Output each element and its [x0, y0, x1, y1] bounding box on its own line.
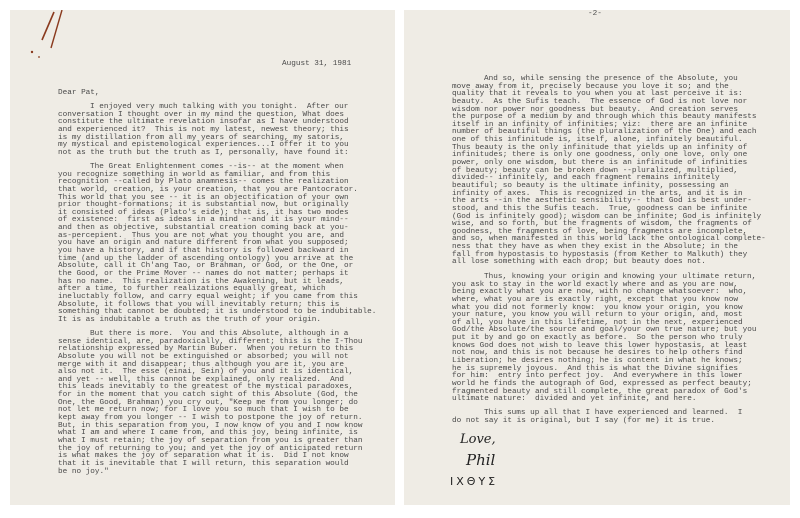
- text-line: conversation I thought over in my mind the question, What does: [58, 110, 345, 119]
- text-line: that world, creation, is your creation, that you are Pantocrator.: [58, 185, 358, 194]
- letter-page-1: [10, 10, 395, 505]
- text-line: being exactly what you are now, with no change whatsoever: who,: [452, 288, 748, 297]
- text-line: you ask to stay in the world exactly where and as you are now,: [452, 280, 739, 289]
- text-line: wisdom nor power nor goodness but beauty. And creation serves: [452, 105, 739, 114]
- ichthys-symbol: ΙΧΘΥΣ: [450, 475, 499, 488]
- text-line: beautiful; so beauty is the ultimate infinity, possessing an: [452, 181, 729, 190]
- ink-stain-marks: [10, 10, 90, 80]
- text-line: for him: entry into perfect joy. And everywhere in this lower: [452, 372, 743, 381]
- text-line: what I am and where I came from, and this joy, being infinite, is: [58, 429, 358, 438]
- salutation: Dear Pat,: [58, 89, 100, 97]
- text-line: number of beautiful things (the pluralization of the One) and each: [452, 128, 757, 137]
- text-line: infinity of axes. This is recognized in the arts, and it is in: [452, 189, 743, 198]
- text-line: ineluctably follow, and carry equal weight; if you came from this: [58, 292, 358, 301]
- text-line: God/the Absolute/the source and goal/your own true nature; but you: [452, 326, 757, 335]
- text-line: recognition --called by Plato anamnesis-- comes the realization: [58, 178, 349, 187]
- letter-date: August 31, 1981: [282, 60, 352, 68]
- signature-handwritten: Phil: [466, 451, 496, 469]
- text-line: (God is infinitely good); wisdom can be infinite; God is infinitely: [452, 212, 762, 221]
- text-line: It is as indubitable a truth as the truth of your origin.: [58, 315, 321, 324]
- text-line: be no joy.": [58, 467, 109, 476]
- text-line: merge with it and disappear; thus although you are it, you are: [58, 360, 345, 369]
- text-line: divided-- infinitely, and each fragment remains infinitely: [452, 174, 720, 183]
- text-line: that it is inevitable that I will return, this separation would: [58, 459, 349, 468]
- text-line: is what makes the joy of separation what it is. Did I not know: [58, 452, 349, 461]
- text-line: move away from it, precisely because you love it so; and the: [452, 82, 729, 91]
- text-line: and then as objective, substantial creation coming back at you-: [58, 224, 349, 233]
- text-line: all lose something with each drop; but beauty does not.: [452, 258, 706, 267]
- text-line: and yet -- well, this cannot be explained, only realized. And: [58, 375, 345, 384]
- text-line: my mystical and epistemological experiences...I offer it to you: [58, 141, 349, 150]
- text-line: is my distillation from all my years of searching, my satoris,: [58, 133, 345, 142]
- text-line: ultimate nature: divided and yet infinite, and here.: [452, 395, 697, 404]
- text-line: the purpose of a medium by and through which this beauty manifests: [452, 113, 757, 122]
- text-line: for in the moment that you catch sight of this Absolute (God, the: [58, 391, 358, 400]
- text-line: itself in an infinity of infinities; viz: there are an infinite: [452, 120, 748, 129]
- text-line: and so, when manifested in this world lack the ontological complete-: [452, 235, 766, 244]
- text-line: And so, while sensing the presence of the Absolute, you: [484, 75, 738, 83]
- text-line: your nature, you know you will return to your origin, and, most: [452, 311, 743, 320]
- text-line: power, only one wisdom, but there is an infinitude of infinities: [452, 159, 748, 168]
- text-line: not let me return now; for I love you so much that I wish to be: [58, 406, 349, 415]
- text-line: the joy of returning to you; and yet the joy of anticipated return: [58, 444, 363, 453]
- text-line: goodness, the fragments of love, being fragments are incomplete,: [452, 227, 748, 236]
- page-number: -2-: [588, 10, 602, 18]
- text-line: what I must retain; the joy of separation from you is greater than: [58, 436, 363, 445]
- text-line: you recognize something in world as familiar, and from this: [58, 170, 331, 179]
- text-line: beauty. As the Sufis teach. The essence of God is not love nor: [452, 97, 748, 106]
- text-line: world he finds the autograph of God, expressed as perfect beauty;: [452, 379, 752, 388]
- paragraph: [58, 104, 349, 157]
- text-line: do not say it is original, but I say (for me) it is true.: [452, 416, 715, 425]
- text-line: the arts --in the aesthetic sensibility-- that God is best under-: [452, 197, 752, 206]
- text-line: infinitudes; there is only one goodness, only one love, only one: [452, 151, 748, 160]
- text-line: of all, you have in this lifetime, not in the next, experienced: [452, 318, 743, 327]
- text-line: This sums up all that I have experienced and learned. I: [484, 409, 743, 417]
- text-line: he is supremely joyous. And this is what the Divine signifies: [452, 364, 739, 373]
- text-line: Liberation; he desires nothing; he is content in what he knows;: [452, 357, 743, 366]
- text-line: quality that it reveals to you when you at last perceive it is:: [452, 90, 743, 99]
- paragraph: [452, 410, 742, 425]
- text-line: Absolute, it follows that you will inevitably return; this is: [58, 300, 340, 309]
- text-line: fragmented beauty and still complete, the great paradox of God's: [452, 387, 748, 396]
- text-line: something that cannot be doubted; it is understood to be indubitable.: [58, 308, 377, 317]
- text-line: sense identical, are, paradoxically, different; this is the I-Thou: [58, 337, 363, 346]
- text-line: kept away from you longer -- I wish to postpone the joy of return.: [58, 414, 363, 423]
- text-line: relationship expressed by Martin Buber. When you return to this: [58, 345, 354, 354]
- text-line: One, the Good, Brahman) you cry out, "Keep me from you longer; do: [58, 398, 358, 407]
- text-line: after a time, to further realizations equally great, which: [58, 285, 326, 294]
- text-line: and experienced it? This is not my latest, newest theory; this: [58, 125, 349, 134]
- paragraph: [58, 164, 376, 324]
- text-line: But, in this separation from you, I now know of you and I now know: [58, 421, 363, 430]
- text-line: Thus, knowing your origin and knowing your ultimate return,: [484, 273, 757, 281]
- text-line: fall from hypostasis to hypostasis (from Kether to Malkuth) they: [452, 250, 748, 259]
- text-line: of existence: first as ideas in a mind --and it is your mind--: [58, 216, 349, 225]
- text-line: Absolute, call it Ch'ang Tao, or Brahman, or God, or the One, or: [58, 262, 354, 271]
- text-line: prior thought-formations; it is substantial now, but originally: [58, 201, 349, 210]
- text-line: knows God does not wish to leave this lower hypostasis, at least: [452, 341, 748, 350]
- text-line: not as the truth but the truth as I, personally, have found it:: [58, 148, 349, 157]
- paragraph: [452, 274, 756, 404]
- text-line: one of this infinitude is, itself, alone, infinitely beautiful.: [452, 136, 743, 145]
- text-line: also not it. The esse (einai, Sein) of you and it is identical,: [58, 368, 354, 377]
- paragraph: [58, 331, 362, 476]
- text-line: what you did not formerly know: you know your origin, you know: [452, 303, 743, 312]
- text-line: But there is more. You and this Absolute, although in a: [90, 330, 349, 338]
- text-line: Thus beauty is the only infinitude that yields up an infinity of: [452, 143, 748, 152]
- text-line: time (and up the ladder of ascending ontology) you arrive at the: [58, 254, 354, 263]
- closing-handwritten: Love,: [460, 432, 496, 447]
- text-line: you have a history, and if that history is followed backward in: [58, 247, 349, 256]
- text-line: has no name. This realization is the Awakening, but it leads,: [58, 277, 345, 286]
- text-line: I enjoyed very much talking with you tonight. After our: [90, 103, 349, 111]
- paragraph: [452, 76, 766, 267]
- text-line: it consisted of ideas (Plato's eide); that is, it has two modes: [58, 208, 349, 217]
- text-line: ness that they have as when they exist in the Absolute; in the: [452, 243, 739, 252]
- text-line: the Good, or the Prime Mover -- names do not matter; perhaps it: [58, 269, 349, 278]
- text-line: put it by and go on exactly as before. So the person who truly: [452, 334, 743, 343]
- text-line: constitute the ultimate revelation insofar as I have understood: [58, 118, 349, 127]
- text-line: this leads inevitably to the greatest of the mystical paradoxes,: [58, 383, 354, 392]
- text-line: of beauty; beauty can be broken down --pluralized, multiplied,: [452, 166, 739, 175]
- text-line: as-percepient. Thus you are not what you thought you are, and: [58, 231, 345, 240]
- text-line: This world that you see -- it is an objectification of your own: [58, 193, 349, 202]
- text-line: wise, and so forth, but the fragments of wisdom, the fragments of: [452, 220, 752, 229]
- text-line: you have an origin and nature different from what you supposed;: [58, 239, 349, 248]
- text-line: The Great Enlightenment comes --is-- at the moment when: [90, 163, 344, 171]
- text-line: Absolute you will not be extinguished or absorbed; you will not: [58, 352, 349, 361]
- text-line: stood, and this the Sufis teach. True, goodness can be infinite: [452, 204, 748, 213]
- text-line: where, what you are is exactly right, except that you know now: [452, 295, 739, 304]
- text-line: not now, and this is not because he desires to help others find: [452, 349, 743, 358]
- letter-page-2: [404, 10, 790, 505]
